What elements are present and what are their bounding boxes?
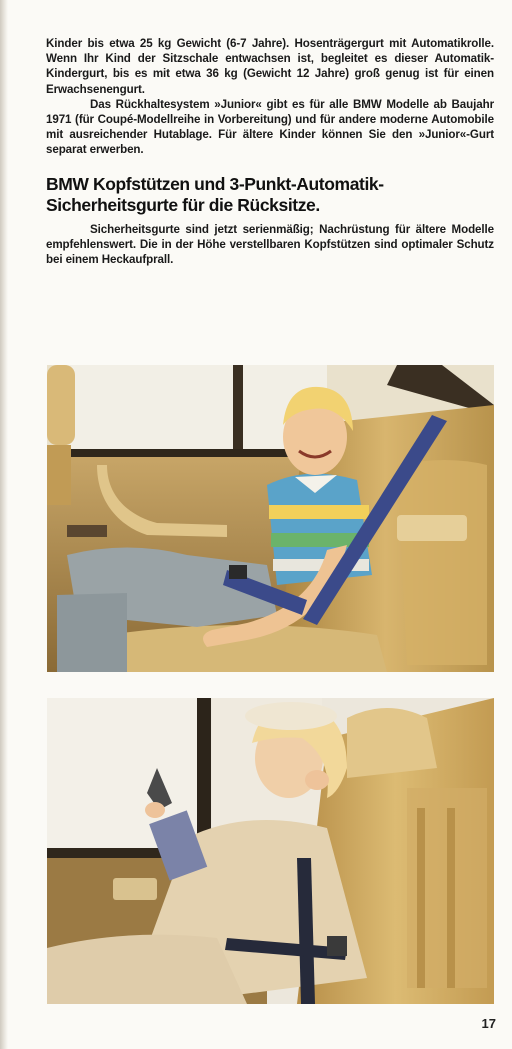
section-heading: BMW Kopfstützen und 3-Punkt-Automatik-Sicherheitsgurte für die Rücksitze.: [46, 173, 384, 215]
text-column: [46, 36, 494, 267]
intro-paragraph-2: Das Rückhaltesystem »Junior« gibt es für alle BMW Modelle ab Baujahr 1971 (für Coupé-Modellreihe in Vorbereitung) und für andere moderne Automobile mit ausreichender Hutablage. Für ältere Kinder können Sie den »Junior«-Gurt separat erwerben.: [46, 97, 494, 157]
intro-paragraph-1: Kinder bis etwa 25 kg Gewicht (6-7 Jahre). Hosenträgergurt mit Automatikrolle. Wenn Ihr Kind der Sitzschale entwachsen ist, begleitet es dieser Automatik-Kindergurt, bis es mit etwa 36 kg (Gewicht 12 Jahre) groß genug ist für einen Erwachsenengurt.: [46, 37, 494, 96]
page-binding-shadow: [0, 0, 8, 1049]
section-paragraph: Sicherheitsgurte sind jetzt serienmäßig; Nachrüstung für ältere Modelle empfehlenswert. Die in der Höhe verstellbaren Kopfstützen sind optimaler Schutz bei einem Heckaufprall.: [46, 222, 494, 267]
page-number: 17: [481, 1016, 496, 1031]
photo-boy-rear-seat: [47, 365, 494, 672]
photo-woman-rear-seat: [47, 698, 494, 1004]
